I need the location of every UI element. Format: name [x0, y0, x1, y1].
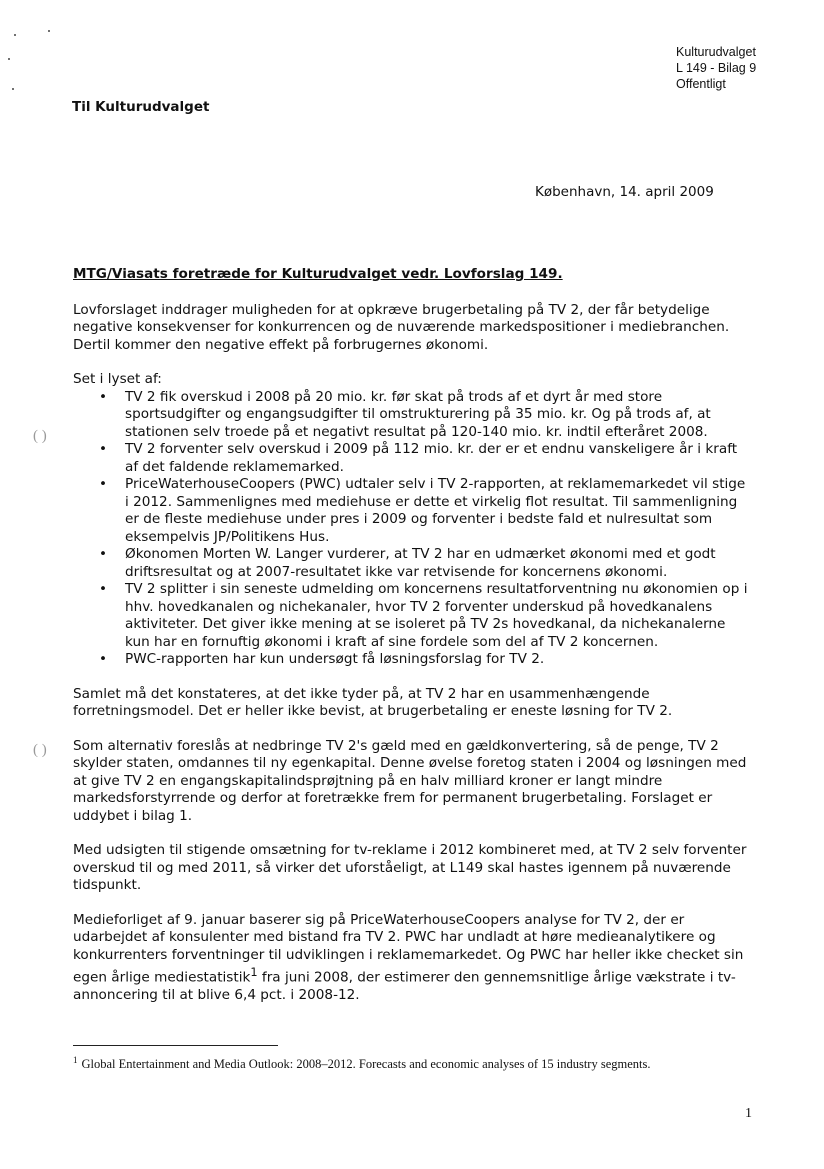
outlook-paragraph: Med udsigten til stigende omsætning for tv-reklame i 2012 kombineret med, at TV 2 selv forventer overskud til og med 2011, så virker det uforståeligt, at L149 skal hastes igennem på nuværende tidspunkt. — [73, 842, 747, 893]
letter-heading: MTG/Viasats foretræde for Kulturudvalget vedr. Lovforslag 149. — [73, 266, 563, 282]
alternative-paragraph: Som alternativ foreslås at nedbringe TV 2's gæld med en gældkonvertering, så de penge, TV 2 skylder staten, omdannes til ny egenkapital. Denne øvelse foretog staten i 2004 og løsningen med at give TV 2 en engangskapitalindsprøjtning på en halv milliard kroner er langt mindre markedsforstyrrende og derfor at foretrække frem for permanent brugerbetaling. Forslaget er uddybet i bilag 1. — [73, 737, 747, 824]
scan-speck — [48, 30, 50, 32]
punch-hole-mark: ( ) — [33, 428, 47, 444]
list-item: • TV 2 forventer selv overskud i 2009 på 112 mio. kr. der er et endnu vanskeligere år i kraft af det faldende reklamemarked. — [125, 441, 753, 476]
scan-speck — [12, 88, 14, 90]
intro-paragraph: Lovforslaget inddrager muligheden for at opkræve brugerbetaling på TV 2, der får betydelige negative konsekvenser for konkurrencen og de nuværende markedspositioner i mediebranchen. Dertil kommer den negative effekt på forbrugernes økonomi. — [73, 301, 730, 353]
page-number: 1 — [745, 1106, 752, 1121]
footnote-text: Global Entertainment and Media Outlook: 2008–2012. Forecasts and economic analyses of 15 industry segments. — [81, 1057, 651, 1072]
conclusion-paragraph: Samlet må det konstateres, at det ikke tyder på, at TV 2 har en usammenhængende forretningsmodel. Det er heller ikke bevist, at brugerbetaling er eneste løsning for TV 2. — [73, 685, 673, 719]
punch-hole-mark: ( ) — [33, 742, 47, 758]
scan-speck — [14, 34, 16, 36]
paragraph-text: Medieforliget af 9. januar baserer sig på PriceWaterhouseCoopers analyse for TV 2, der er udarbejdet af konsulenter med bistand fra TV 2. PWC har undladt at høre medieanalytikere og konkurrenters forventninger til udviklingen i reklamemarkedet. Og PWC har heller ikke checket sin egen årlige mediestatistik — [73, 911, 744, 986]
list-item: • PWC-rapporten har kun undersøgt få løsningsforslag for TV 2. — [125, 651, 753, 669]
footnote-divider — [73, 1045, 278, 1046]
list-item: • TV 2 splitter i sin seneste udmelding om koncernens resultatforventning nu økonomien op i hhv. hovedkanalen og nichekanaler, hvor TV 2 forventer underskud på hovedkanalens aktiviteter. Det giver ikke mening at se isoleret på TV 2s hovedkanal, da nichekanalerne kun har en fornuftig økonomi i kraft af sine fordele som del af TV 2 koncernen. — [125, 581, 753, 651]
footnote — [73, 1055, 773, 1072]
list-intro: Set i lyset af: — [73, 371, 162, 387]
footnote-reference: 1 — [250, 965, 258, 979]
stamp-status: Offentligt — [676, 77, 726, 91]
media-agreement-paragraph — [73, 912, 753, 1005]
dateline: København, 14. april 2009 — [535, 184, 714, 200]
list-item: • Økonomen Morten W. Langer vurderer, at TV 2 har en udmærket økonomi med et godt driftsresultat og at 2007-resultatet ikke var retvisende for koncernens økonomi. — [125, 546, 753, 581]
scan-speck — [8, 58, 10, 60]
footnote-number: 1 — [73, 1055, 78, 1065]
list-item: • TV 2 fik overskud i 2008 på 20 mio. kr. før skat på trods af et dyrt år med store sportsudgifter og engangsudgifter til omstrukturering på 35 mio. kr. Og på trods af, at stationen selv troede på et negativt resultat på 120-140 mio. kr. indtil efteråret 2008. — [125, 389, 753, 442]
list-item: • PriceWaterhouseCoopers (PWC) udtaler selv i TV 2-rapporten, at reklamemarkedet vil stige i 2012. Sammenlignes med mediehuse er dette et virkelig flot resultat. Til sammenligning er de fleste mediehuse under pres i 2009 og forventer i bedste fald et nulresultat som eksempelvis JP/Politikens Hus. — [125, 476, 753, 546]
letter-body — [73, 266, 753, 1022]
stamp-committee: Kulturudvalget — [676, 45, 756, 59]
addressee: Til Kulturudvalget — [72, 99, 210, 115]
stamp-reference: L 149 - Bilag 9 — [676, 61, 757, 75]
argument-list — [73, 389, 753, 669]
document-stamp — [676, 44, 756, 92]
paragraph-text: fra juni 2008, der estimerer den gennemsnitlige årlige vækstrate i tv-annoncering til at blive 6,4 pct. i 2008-12. — [73, 969, 736, 1004]
